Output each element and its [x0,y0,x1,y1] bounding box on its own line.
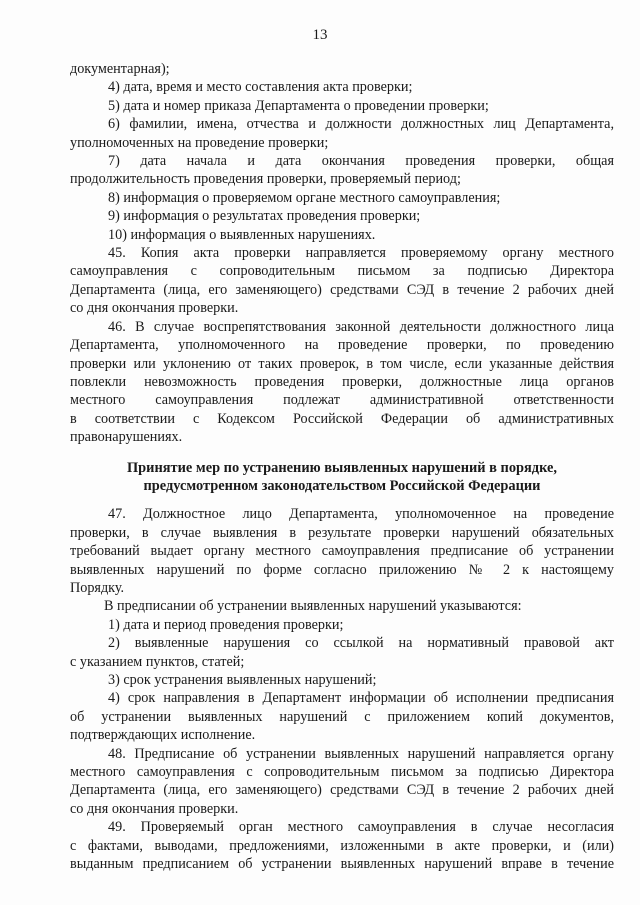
text-line: выявленных нарушений по форме согласно приложению № 2 к настоящему [70,561,614,578]
text-line: проверки, в случае выявления в результате проверки нарушений обязательных [70,524,614,541]
text-line: 4) срок направления в Департамент информации об исполнении предписания [108,690,614,707]
section-heading [70,459,614,496]
text-line: документарная); [70,61,170,77]
text-line: 8) информация о проверяемом органе местного самоуправления; [108,189,501,206]
text-line: 1) дата и период проведения проверки; [108,616,344,633]
text-line: 3) срок устранения выявленных нарушений; [108,672,377,688]
text-line: об устранении выявленных нарушений с приложением копий документов, [70,708,614,725]
page-number: 13 [312,27,328,43]
text-line: 46. В случае воспрепятствования законной деятельности должностного лица [108,318,614,335]
text-line: со дня окончания проверки. [70,800,239,817]
text-line: 6) фамилии, имена, отчества и должности должностных лиц Департамента, [108,116,614,133]
text-line: в соответствии с Кодексом Российской Федерации об административных [70,410,614,427]
text-line: 2) выявленные нарушения со ссылкой на нормативный правовой акт [108,635,614,652]
text-line: 49. Проверяемый орган местного самоуправления в случае несогласия [108,819,614,836]
text-line: повлекли невозможность проведения проверки, должностные лица органов [70,373,614,390]
text-line: 47. Должностное лицо Департамента, уполномоченное на проведение [108,506,614,523]
text-line: выданным предписанием об устранении выявленных нарушений вправе в течение [70,856,614,873]
text-line: 48. Предписание об устранении выявленных нарушений направляется органу [108,745,614,762]
text-line: продолжительность проведения проверки, проверяемый период; [70,171,461,188]
text-line: требований выдает органу местного самоуправления предписание об устранении [70,543,614,560]
paragraph-block-1 [70,60,614,447]
paragraph-block-2 [70,505,614,873]
text-line: 9) информация о результатах проведения проверки; [108,208,421,225]
text-line: проверки или уклонению от таких проверок, в том числе, если указанные действия [70,355,614,372]
text-line: Порядку. [70,579,125,596]
document-body [70,60,614,873]
text-line: с фактами, выводами, предложениями, изложенными в акте проверки, и (или) [70,837,614,854]
text-line: со дня окончания проверки. [70,300,239,317]
text-line: самоуправления с сопроводительным письмом за подписью Директора [70,263,614,280]
text-line: 10) информация о выявленных нарушениях. [108,226,376,243]
text-line: 45. Копия акта проверки направляется проверяемому органу местного [108,245,614,262]
text-line: 7) дата начала и дата окончания проведения проверки, общая [108,153,614,170]
text-line: уполномоченных на проведение проверки; [70,134,329,151]
text-line: местного самоуправления с сопроводительным письмом за подписью Директора [70,764,614,781]
text-line: Департамента (лица, его заменяющего) средствами СЭД в течение 2 рабочих дней [70,281,614,298]
text-line: местного самоуправления подлежат административной ответственности [70,392,614,409]
text-line: правонарушениях. [70,429,183,446]
text-line: с указанием пунктов, статей; [70,653,245,670]
text-line: Департамента (лица, его заменяющего) средствами СЭД в течение 2 рабочих дней [70,782,614,799]
text-line: В предписании об устранении выявленных нарушений указываются: [104,598,522,615]
text-line: подтверждающих исполнение. [70,727,256,744]
text-line: 5) дата и номер приказа Департамента о проведении проверки; [108,97,489,114]
text-line: Департамента, уполномоченного на проведение проверки, по проведению [70,337,614,354]
section-heading-line-1: Принятие мер по устранению выявленных нарушений в порядке, [126,459,558,476]
text-line: 4) дата, время и место составления акта проверки; [108,79,413,96]
section-heading-line-2: предусмотренном законодательством Российской Федерации [143,477,541,494]
